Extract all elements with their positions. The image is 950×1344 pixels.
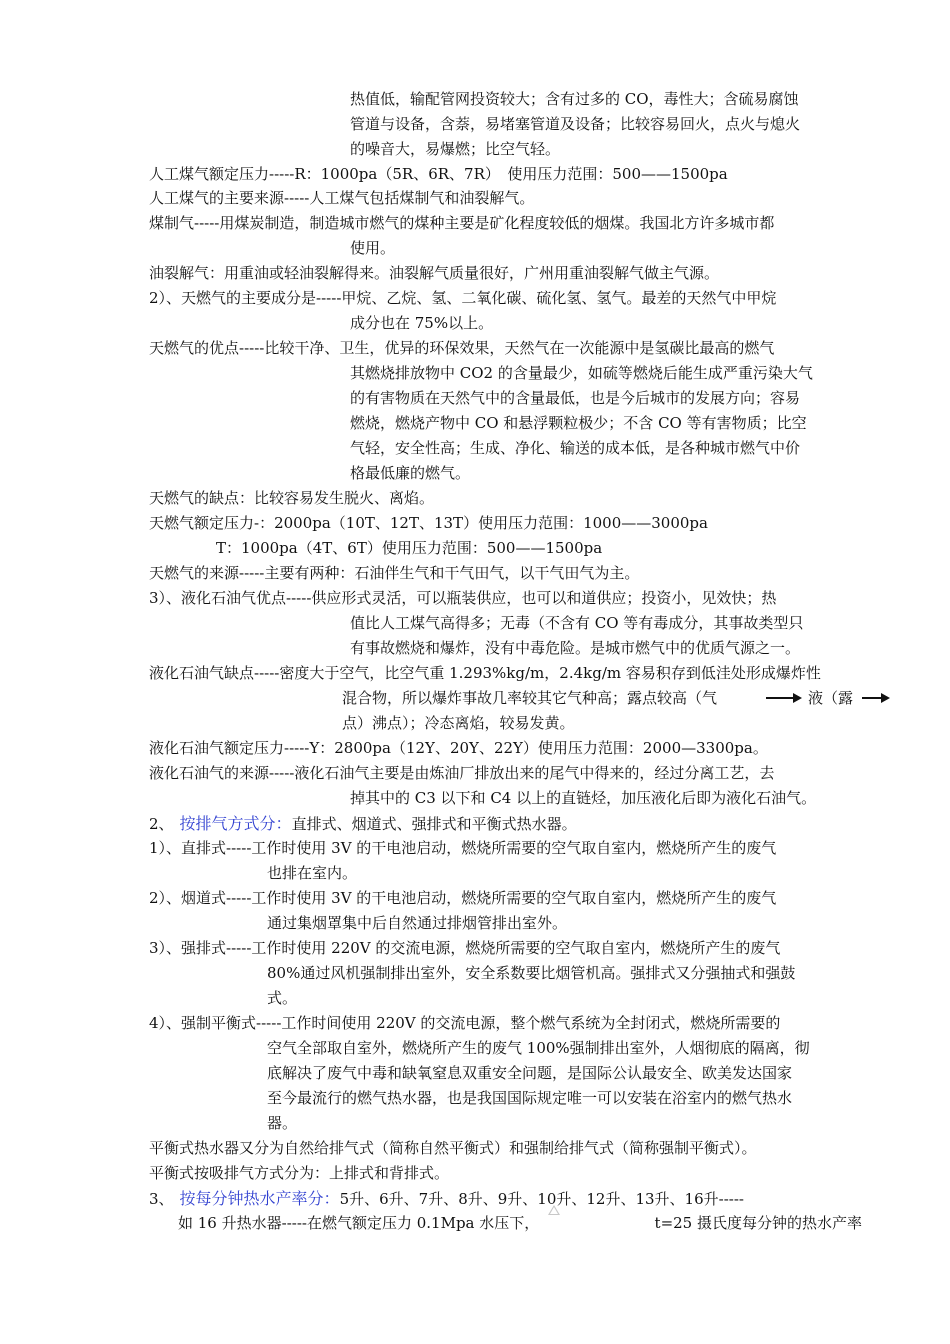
text-line: 的有害物质在天然气中的含量最低，也是今后城市的发展方向；容易 [350,389,801,407]
text-line: 液（露 [808,689,854,707]
text-line: 油裂解气：用重油或轻油裂解得来。油裂解气质量很好，广州用重油裂解气做主气源。 [149,264,720,282]
text-line: 也排在室内。 [267,864,358,882]
triangle-marker-icon [548,1205,560,1215]
text-line: 其燃烧排放物中 CO2 的含量最少，如硫等燃烧后能生成严重污染大气 [350,364,813,382]
section-text: 直排式、烟道式、强排式和平衡式热水器。 [291,815,577,833]
text-line: 底解决了废气中毒和缺氧窒息双重安全问题，是国际公认最安全、欧美发达国家 [267,1064,793,1082]
text-line: T：1000pa（4T、6T）使用压力范围：500——1500pa [216,539,603,557]
text-fragment: t=25 摄氏度每分钟的热水产率 [654,1214,862,1232]
text-fragment: 如 16 升热水器-----在燃气额定压力 0.1Mpa 水压下， [178,1214,540,1232]
text-line: 1）、直排式-----工作时使用 3V 的干电池启动，燃烧所需要的空气取自室内，燃烧所产生的废气 [149,839,777,857]
section-number: 2、 [149,815,174,833]
text-line: 燃烧，燃烧产物中 CO 和悬浮颗粒极少；不含 CO 等有害物质；比空 [350,414,807,432]
text-line: 空气全部取自室外，燃烧所产生的废气 100%强制排出室外，人烟彻底的隔离，彻 [267,1039,810,1057]
text-line: 式。 [267,989,298,1007]
text-line: 液化石油气额定压力-----Y：2800pa（12Y、20Y、22Y）使用压力范围：2000—3300pa。 [149,739,768,757]
section-text: 5升、6升、7升、8升、9升、10升、12升、13升、16升----- [339,1190,744,1208]
text-line: 通过集烟罩集中后自然通过排烟管排出室外。 [267,914,568,932]
text-line: 天燃气的优点-----比较干净、卫生，优异的环保效果，天然气在一次能源中是氢碳比最高的燃气 [149,339,775,357]
text-line: 混合物，所以爆炸事故几率较其它气种高；露点较高（气 [342,689,718,707]
text-line: 气轻，安全性高；生成、净化、输送的成本低，是各种城市燃气中价 [350,439,801,457]
text-line: 平衡式热水器又分为自然给排气式（简称自然平衡式）和强制给排气式（简称强制平衡式）。 [149,1139,757,1157]
section-number: 3、 [149,1190,174,1208]
text-line: 掉其中的 C3 以下和 C4 以上的直链烃，加压液化后即为液化石油气。 [350,789,817,807]
section-title: 按排气方式分： [179,814,292,833]
text-line: 2）、天燃气的主要成分是-----甲烷、乙烷、氢、二氧化碳、硫化氢、氢气。最差的天然气中甲烷 [149,289,777,307]
text-line: 有事故燃烧和爆炸，没有中毒危险。是城市燃气中的优质气源之一。 [350,639,801,657]
text-line: 的噪音大，易爆燃；比空气轻。 [350,140,561,158]
arrow-icon [862,697,888,699]
arrow-icon [766,697,800,699]
text-line: 天燃气的缺点：比较容易发生脱火、离焰。 [149,489,435,507]
text-line: 天燃气的来源-----主要有两种：石油伴生气和干气田气，以干气田气为主。 [149,564,640,582]
text-line: 平衡式按吸排气方式分为：上排式和背排式。 [149,1164,450,1182]
text-line [178,1211,862,1236]
section-heading-2 [149,811,577,836]
text-line: 热值低，输配管网投资较大；含有过多的 CO，毒性大；含硫易腐蚀 [350,90,799,108]
text-line: 3）、强排式-----工作时使用 220V 的交流电源，燃烧所需要的空气取自室内，燃烧所产生的废气 [149,939,781,957]
text-line: 煤制气-----用煤炭制造，制造城市燃气的煤种主要是矿化程度较低的烟煤。我国北方许多城市都 [149,214,775,232]
section-title: 按每分钟热水产率分： [179,1189,340,1208]
text-line: 3）、液化石油气优点-----供应形式灵活，可以瓶装供应，也可以和道供应；投资小，见效快；热 [149,589,777,607]
section-heading-3 [149,1186,744,1211]
text-line: 人工煤气额定压力-----R：1000pa（5R、6R、7R） 使用压力范围：500——1500pa [149,165,728,183]
text-line: 格最低廉的燃气。 [350,464,471,482]
text-line: 2）、烟道式-----工作时使用 3V 的干电池启动，燃烧所需要的空气取自室内，燃烧所产生的废气 [149,889,777,907]
text-line: 80%通过风机强制排出室外，安全系数要比烟管机高。强排式又分强抽式和强鼓 [267,964,796,982]
text-line: 液化石油气缺点-----密度大于空气，比空气重 1.293%kg/m，2.4kg/m 容易积存到低洼处形成爆炸性 [149,664,821,682]
text-line: 点）沸点）；冷态离焰，较易发黄。 [342,714,575,732]
text-line: 4）、强制平衡式-----工作时间使用 220V 的交流电源，整个燃气系统为全封闭式，燃烧所需要的 [149,1014,781,1032]
text-line: 人工煤气的主要来源-----人工煤气包括煤制气和油裂解气。 [149,189,535,207]
text-line: 至今最流行的燃气热水器，也是我国国际规定唯一可以安装在浴室内的燃气热水 [267,1089,793,1107]
text-line: 管道与设备，含萘，易堵塞管道及设备；比较容易回火，点火与熄火 [350,115,801,133]
text-line: 使用。 [350,239,396,257]
text-line: 成分也在 75%以上。 [350,314,494,332]
text-line: 液化石油气的来源-----液化石油气主要是由炼油厂排放出来的尾气中得来的，经过分离工艺，去 [149,764,775,782]
text-line: 值比人工煤气高得多；无毒（不含有 CO 等有毒成分，其事故类型只 [350,614,804,632]
text-line: 器。 [267,1114,298,1132]
text-line: 天燃气额定压力-：2000pa（10T、12T、13T）使用压力范围：1000——3000pa [149,514,708,532]
